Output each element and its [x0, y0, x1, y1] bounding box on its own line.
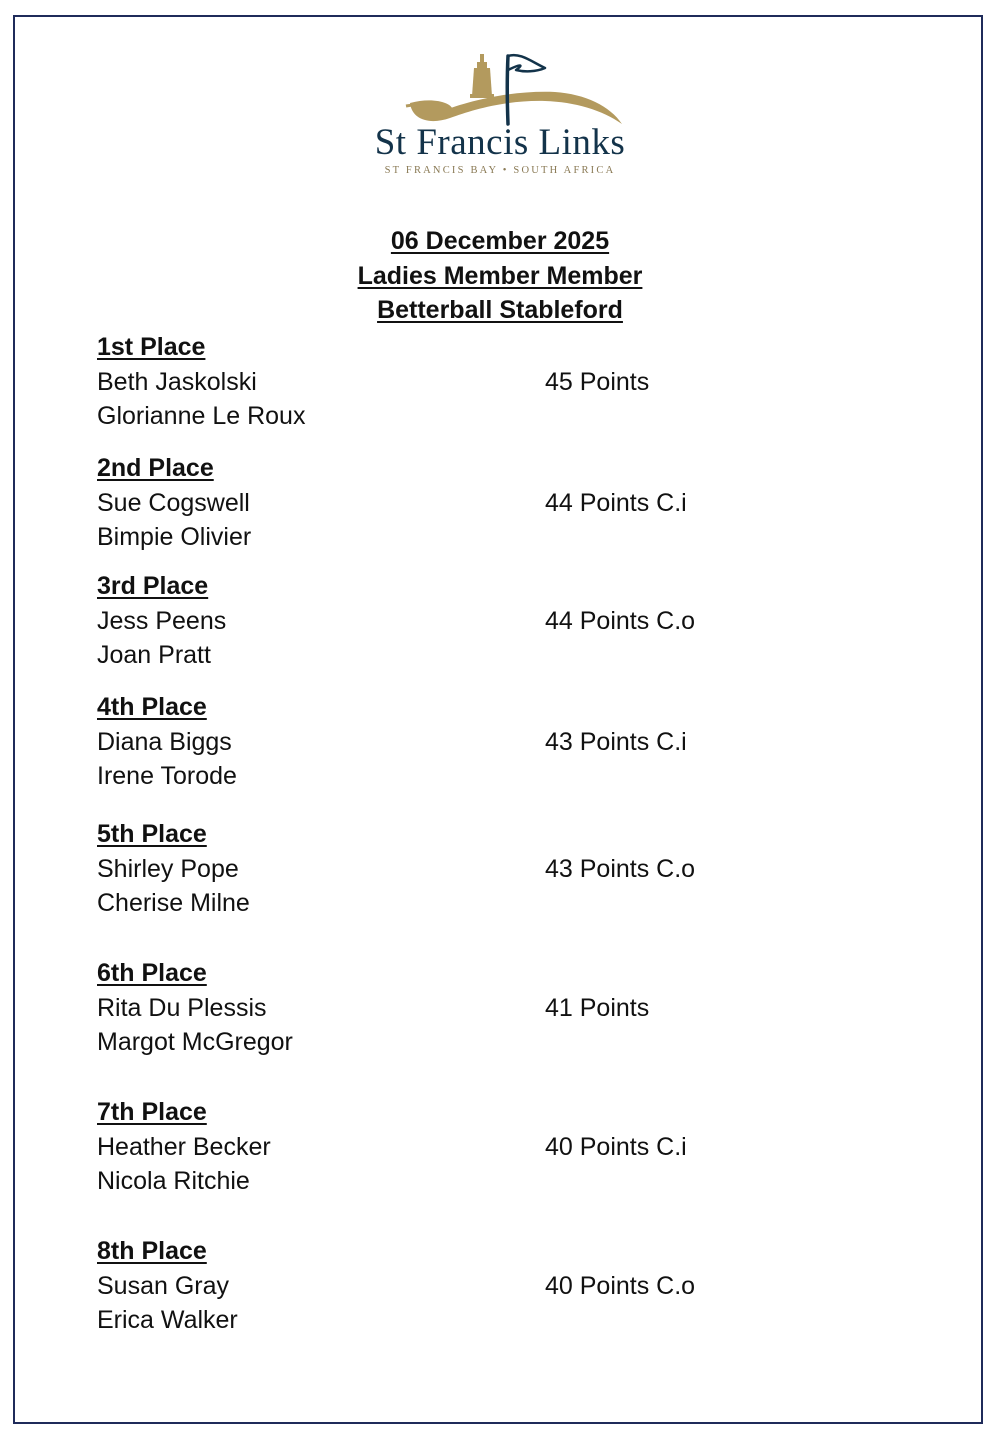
- player-name: Diana Biggs: [97, 727, 232, 756]
- player-row: [97, 486, 897, 521]
- player-name: Glorianne Le Roux: [97, 402, 306, 430]
- event-date: 06 December 2025: [390, 227, 610, 255]
- player-name: Cherise Milne: [97, 889, 250, 917]
- player-name: Rita Du Plessis: [97, 993, 267, 1022]
- player-row: [97, 1269, 897, 1304]
- event-title: Ladies Member Member: [357, 261, 643, 290]
- place-label: 8th Place: [97, 1237, 207, 1265]
- logo-tagline: ST FRANCIS BAY • SOUTH AFRICA: [384, 165, 616, 176]
- player-name: Shirley Pope: [97, 854, 239, 883]
- points-value: 43 Points C.i: [545, 727, 687, 756]
- player-row: [97, 852, 897, 887]
- result-6th-place: [97, 956, 897, 1060]
- player-row: [97, 1303, 897, 1338]
- event-heading: [0, 224, 1000, 328]
- player-name: Sue Cogswell: [97, 488, 250, 517]
- player-name: Joan Pratt: [97, 641, 211, 669]
- result-1st-place: [97, 330, 897, 434]
- result-4th-place: [97, 690, 897, 794]
- place-label: 3rd Place: [97, 572, 209, 600]
- place-label: 7th Place: [97, 1098, 207, 1126]
- club-logo: [340, 48, 660, 188]
- place-label: 6th Place: [97, 959, 207, 987]
- player-row: [97, 1130, 897, 1165]
- player-row: [97, 991, 897, 1026]
- result-2nd-place: [97, 451, 897, 555]
- result-8th-place: [97, 1234, 897, 1338]
- place-label: 2nd Place: [97, 454, 214, 482]
- points-value: 45 Points: [545, 367, 650, 396]
- place-label: 4th Place: [97, 693, 207, 721]
- points-value: 40 Points C.o: [545, 1271, 696, 1300]
- player-row: [97, 886, 897, 921]
- event-format: Betterball Stableford: [377, 296, 623, 324]
- points-value: 44 Points C.i: [545, 488, 687, 517]
- player-name: Nicola Ritchie: [97, 1167, 250, 1195]
- points-value: 44 Points C.o: [545, 606, 696, 635]
- points-value: 40 Points C.i: [545, 1132, 687, 1161]
- player-row: [97, 520, 897, 555]
- player-name: Irene Torode: [97, 762, 237, 790]
- player-row: [97, 604, 897, 639]
- player-row: [97, 1164, 897, 1199]
- player-name: Erica Walker: [97, 1306, 238, 1334]
- logo-name: St Francis Links: [374, 122, 626, 163]
- player-row: [97, 759, 897, 794]
- player-name: Bimpie Olivier: [97, 523, 252, 551]
- player-name: Jess Peens: [97, 606, 227, 635]
- player-name: Susan Gray: [97, 1271, 230, 1300]
- player-name: Heather Becker: [97, 1132, 271, 1161]
- place-label: 1st Place: [97, 333, 206, 361]
- result-3rd-place: [97, 569, 897, 673]
- player-row: [97, 725, 897, 760]
- player-row: [97, 365, 897, 400]
- player-row: [97, 1025, 897, 1060]
- player-name: Beth Jaskolski: [97, 367, 257, 396]
- result-7th-place: [97, 1095, 897, 1199]
- player-name: Margot McGregor: [97, 1028, 293, 1056]
- player-row: [97, 638, 897, 673]
- points-value: 43 Points C.o: [545, 854, 696, 883]
- result-5th-place: [97, 817, 897, 921]
- lighthouse-and-flag-icon: [340, 48, 660, 128]
- points-value: 41 Points: [545, 993, 650, 1022]
- player-row: [97, 399, 897, 434]
- place-label: 5th Place: [97, 820, 207, 848]
